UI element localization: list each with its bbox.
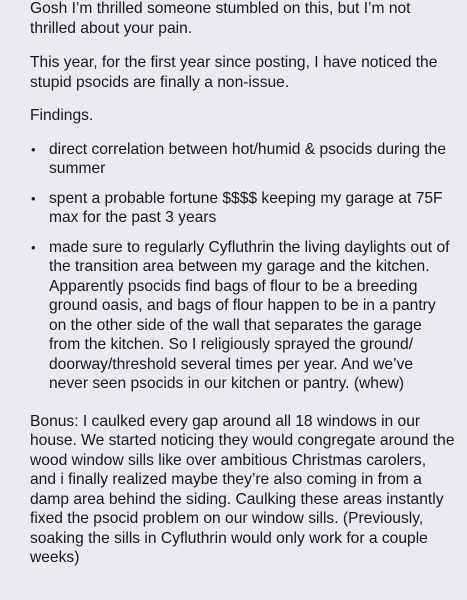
bullet-icon: • [31, 239, 36, 255]
update-paragraph: This year, for the first year since posting, I have noticed the stupid psocids are finally a non-issue. [30, 54, 438, 91]
list-item [30, 140, 455, 179]
finding-text: made sure to regularly Cyfluthrin the living daylights out of the transition area between my garage and the kitchen. Apparently psocids find bags of flour to be a breeding ground oasis, and bags of flour happen to be in a pantry on the other side of the wall that separates the garage from the kitchen. So I religiously sprayed the ground/ doorway/threshold several times per year. And we’ve never seen psocids in our kitchen or pantry. (whew) [49, 238, 450, 392]
finding-text: direct correlation between hot/humid & psocids during the summer [49, 140, 447, 177]
bullet-icon: • [31, 141, 36, 157]
findings-heading: Findings. [30, 107, 94, 124]
list-item [30, 189, 455, 228]
list-item [30, 238, 455, 394]
findings-list [30, 140, 455, 394]
bonus-paragraph: Bonus: I caulked every gap around all 18 windows in our house. We started noticing they would congregate around the wood window sills like over ambitious Christmas carolers, and i finally realized maybe they’re also coming in from a damp area behind the siding. Caulking these areas instantly fixed the psocid problem on our window sills. (Previously, soaking the sills in Cyfluthrin would only work for a couple weeks) [30, 412, 455, 566]
bullet-icon: • [31, 190, 36, 206]
finding-text: spent a probable fortune $$$$ keeping my garage at 75F max for the past 3 years [49, 189, 443, 226]
intro-paragraph: Gosh I’m thrilled someone stumbled on this, but I’m not thrilled about your pain. [30, 0, 411, 37]
